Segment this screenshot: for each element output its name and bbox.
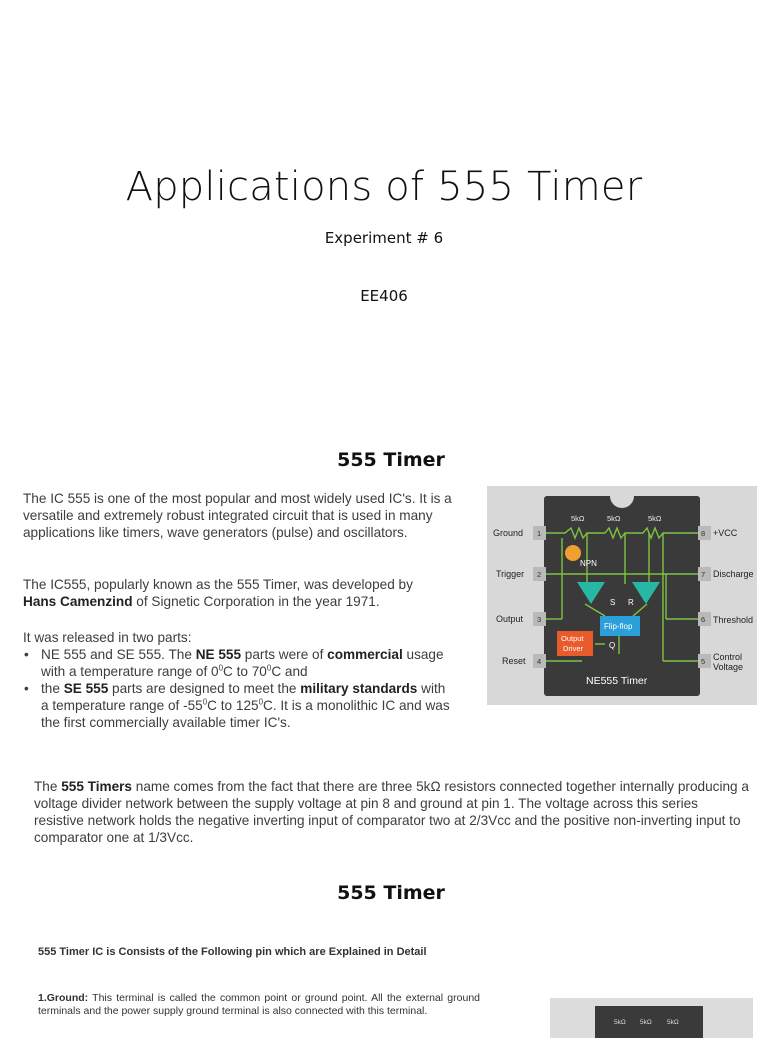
pin-label: Control <box>713 652 743 662</box>
pin-number: 3 <box>537 615 542 624</box>
pin-number: 6 <box>701 615 706 624</box>
pin-label: Output <box>496 614 524 624</box>
section-heading-2: 555 Timer <box>337 882 445 904</box>
developer-suffix: of Signetic Corporation in the year 1971. <box>132 594 380 609</box>
intro-paragraph: The IC 555 is one of the most popular and most widely used IC's. It is a versatile and extremely robust integrated circuit that is used in many applications like timers, wave generators (pulse) and oscillators. <box>23 491 452 540</box>
pin-label: Discharge <box>713 569 754 579</box>
pin-number: 4 <box>537 657 542 666</box>
output-driver-label: Output <box>561 634 584 643</box>
ne555-diagram <box>487 486 757 705</box>
slide-subtitle: Experiment # 6 <box>324 229 444 247</box>
list-item: • NE 555 and SE 555. The NE 555 parts were of commercial usage with a temperature range of $0^0C$ to $70^0C$ and <box>23 646 453 680</box>
release-text: It was released in two parts: <box>23 630 192 645</box>
list-item: • the SE 555 parts are designed to meet the military standards with a temperature range of $-55^0C$ to $125^0C$. It is a monolithic IC and was the first commercially available timer IC's. <box>23 680 453 731</box>
set-label: S <box>610 598 616 607</box>
pin-label: Trigger <box>496 569 525 579</box>
release-block <box>23 629 453 731</box>
resistor-label: 5kΩ <box>667 1019 679 1026</box>
release-list <box>23 646 453 731</box>
pin-lead-text: 555 Timer IC is Consists of the Following pin which are Explained in Detail <box>38 946 427 958</box>
pin-number: 7 <box>701 570 706 579</box>
name-origin-paragraph: The 555 Timers name comes from the fact that there are three 5kΩ resistors connected together internally producing a voltage divider network between the supply voltage at pin 8 and ground at pin 1. The voltage across this series resistive network holds the negative inverting input of comparator two at 2/3Vcc and the positive non-inverting input to comparator one at 1/3Vcc. <box>34 779 749 845</box>
npn-label: NPN <box>580 559 597 568</box>
npn-transistor <box>565 545 581 561</box>
pin-number: 2 <box>537 570 542 579</box>
chip-name: NE555 Timer <box>586 675 648 687</box>
developer-paragraph <box>23 576 423 610</box>
pin-label: Threshold <box>713 615 754 625</box>
pin-number: 1 <box>537 529 542 538</box>
chip-body <box>544 496 700 696</box>
flip-flop-label: Flip-flop <box>604 622 633 631</box>
resistor-label: 5kΩ <box>614 1019 626 1026</box>
reset-label: R <box>628 598 634 607</box>
pin-label: +VCC <box>713 528 738 538</box>
ne555-diagram-svg <box>487 486 757 705</box>
pin-label: Ground <box>493 528 524 538</box>
pin-number: 5 <box>701 657 706 666</box>
ne555-diagram-2 <box>550 998 753 1038</box>
slide-title: Applications of 555 Timer <box>125 164 643 210</box>
resistor-label: 5kΩ <box>640 1019 652 1026</box>
resistor-label: 5kΩ <box>571 514 585 523</box>
resistor-label: 5kΩ <box>648 514 662 523</box>
resistor-label: 5kΩ <box>607 514 621 523</box>
pin-label: Voltage <box>713 662 744 672</box>
section-heading: 555 Timer <box>337 449 445 471</box>
pin-number: 8 <box>701 529 706 538</box>
developer-name: Hans Camenzind <box>23 594 133 609</box>
course-code: EE406 <box>360 287 408 305</box>
q-label: Q <box>609 641 616 650</box>
pin1-label: 1.Ground: <box>38 992 89 1004</box>
output-driver-label: Driver <box>563 644 583 653</box>
pin-label: Reset <box>502 656 526 666</box>
name-origin-bold: 555 Timers <box>61 779 132 794</box>
pin1-description: 1.Ground: This terminal is called the common point or ground point. All the external ground terminals and the power supply ground terminal is also connected with this terminal. <box>38 992 480 1017</box>
developer-prefix: The IC555, popularly known as the 555 Timer, was developed by <box>23 577 413 592</box>
